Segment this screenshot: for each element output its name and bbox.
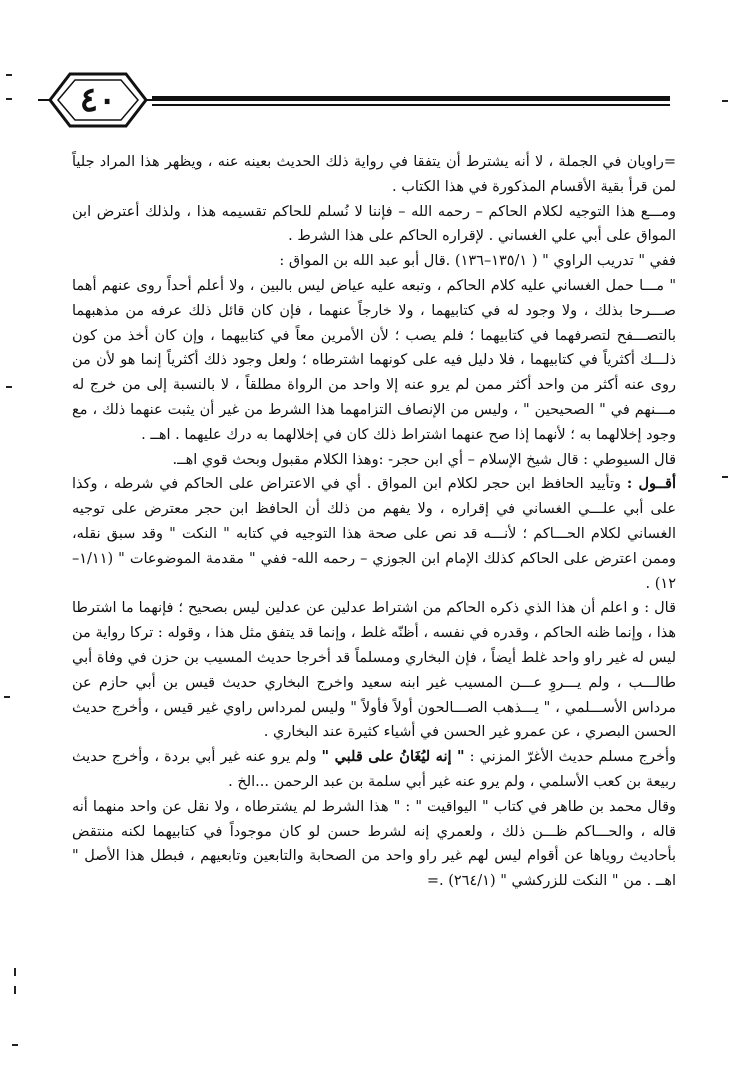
hadith-quote: " إنه ليُغَانُ على قلبي " [321, 748, 465, 766]
paragraph-text: وتأييد الحافظ ابن حجر لكلام ابن المواق . أي في الاعتراض على الحاكم في شرطه ، وكذا على أبي علـــي الغساني في إقراره ، ولا يفهم من ذلك أن الحافظ ابن حجر معترض على توجيه الغساني لكلام الحـــاكم ؛ لأنـــه قد نص على صحة هذا التوجيه في كتابه " النكت " وقد سبق نقله، وممن اعترض على الحاكم كذلك الإمام ابن الجوزي – رحمه الله- ففي " مقدمة الموضوعات " (١/١١–١٢) . [72, 476, 676, 592]
paragraph: ففي " تدريب الراوي " ( ١٣٥/١–١٣٦) .قال أبو عبد الله بن المواق : [279, 253, 676, 270]
quoted-paragraph: " مـــا حمل الغساني عليه كلام الحاكم ، وتبعه عليه عياض ليس بالبين ، ولا أعلم أحداً روى عنهم أهما صـــرحا بذلك ، ولا وجود له في كتابيهما ، ولا خارجاً عنهما ، فإن كان قائل ذلك عرفه من مذهبهما بالتصـــفح لتصرفهما في كتابيهما ؛ فلم يصب ؛ لأن الأمرين معاً في كتابيهما ، وإن كان أخذ من كون ذلـــك أكثرياً في كتابيهما ، فلا دليل فيه على كونهما اشترطاه ؛ ولعل وجود ذلك أكثرياً إنما هو لأن من روى عنه أكثر من واحد أكثر ممن لم يرو عنه إلا واحد من الرواة مطلقاً ، لا بالنسبة إلى من خرج له مـــنهم في " الصحيحين " ، وليس من الإنصاف التزامهما هذا الشرط من غير أن يثبت عنهما ذلك ، مع وجود إخلالهما به ؛ لأنهما إذا صح عنهما اشتراط ذلك كان في إخلالهما به درك عليهما . اهــ . [72, 277, 676, 443]
page-header [36, 68, 670, 138]
lead-word: أقــول : [626, 475, 676, 493]
header-rule-thin [152, 104, 670, 106]
scan-mark [722, 476, 728, 478]
header-rule [152, 96, 670, 101]
paragraph: =راويان في الجملة ، لا أنه يشترط أن يتفقا في رواية ذلك الحديث بعينه عنه ، ويظهر هذا المراد جلياً لمن قرأ بقية الأقسام المذكورة في هذا الكتاب . [72, 154, 676, 195]
paragraph [72, 745, 676, 795]
scan-mark [14, 986, 16, 994]
paragraph-text: وأخرج مسلم حديث الأغرّ المزني : [464, 749, 676, 766]
paragraph: قال : و اعلم أن هذا الذي ذكره الحاكم من اشتراط عدلين عن عدلين ليس بصحيح ؛ فإنهما ما اشترطا هذا ، وإنما ظنه الحاكم ، وقدره في نفسه ، أظنّه غلط ، وإنما قد يتفق مثل هذا ، وقوله : تركا رواية من ليس له غير راو واحد غلط أيضاً ، فإن البخاري ومسلماً قد أخرجا حديث المسيب بن حزن في وفاة أبي طالـــب ، ولم يـــروِ عـــن المسيب غير ابنه سعيد واخرج البخاري حديث قيس بن أبي حازم عن مرداس الأســـلمي ، " يـــذهب الصـــالحون أولاً فأولاً " وليس لمرداس راوي غير قيس ، وأخرج حديث الحسن البصري ، عن عمرو غير الحسن في أشياء كثيرة عند البخاري . [72, 600, 676, 741]
scan-mark [6, 386, 12, 388]
paragraph [72, 472, 676, 596]
page-body [72, 150, 676, 894]
scan-mark [6, 74, 12, 76]
scan-mark [12, 1044, 18, 1046]
paragraph-text: ولم يرو عنه غير أبي بردة ، وأخرج حديث ربيعة بن كعب الأسلمي ، ولم يرو عنه غير أبي سلمة بن عبد الرحمن ...الخ . [72, 749, 676, 790]
scan-mark [6, 98, 12, 100]
page-number: ٤٠ [79, 80, 117, 120]
paragraph: قال السيوطي : قال شيخ الإسلام – أي ابن حجر- :وهذا الكلام مقبول وبحث قوي اهــ. [172, 451, 676, 468]
paragraph: ومـــع هذا التوجيه لكلام الحاكم – رحمه الله – فإننا لا نُسلم للحاكم تقسيمه هذا ، ولذلك أعترض ابن المواق على أبي علي الغساني . لإقراره الحاكم على هذا الشرط . [72, 203, 676, 245]
scan-mark [4, 696, 10, 698]
scan-mark [722, 100, 728, 102]
paragraph: وقال محمد بن طاهر في كتاب " اليواقيت " : " هذا الشرط لم يشترطاه ، ولا نقل عن واحد منهما أنه قاله ، والحـــاكم ظـــن ذلك ، ولعمري إنه لشرط حسن لو كان موجوداً في كتابيهما لكنه منتقض بأحاديث روياها عن أقوام ليس لهم غير راو واحد من الصحابة والتابعين وتابعيهم ، فبطل هذا الأصل " اهــ . من " النكت للزركشي " (٢٦٤/١) .= [72, 798, 676, 890]
scan-mark [14, 968, 16, 976]
